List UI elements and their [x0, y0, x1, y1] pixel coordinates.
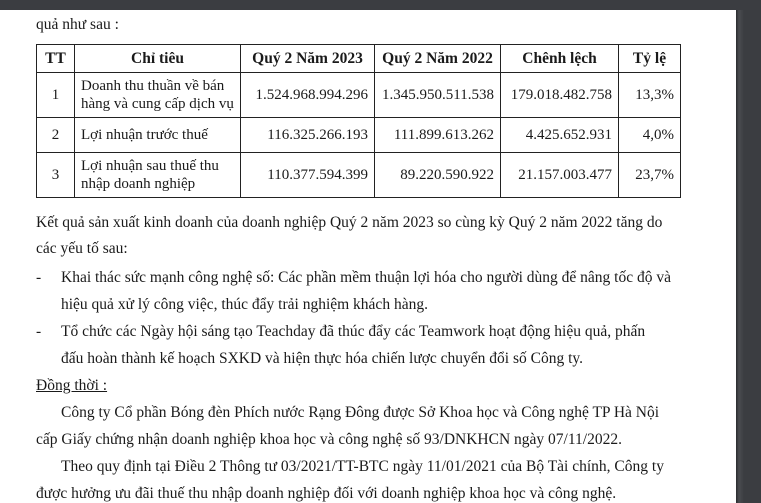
concurrently-heading: Đồng thời :	[36, 377, 108, 394]
viewer-top-bar	[0, 0, 761, 10]
summary-line-1: Kết quả sản xuất kinh doanh của doanh nghiệp Quý 2 năm 2023 so cùng kỳ Quý 2 năm 2022 tăng do	[36, 214, 663, 231]
intro-text: quả như sau :	[36, 16, 119, 33]
row-ratio: 13,3%	[619, 73, 681, 118]
row-q2-2023: 1.524.968.994.296	[241, 73, 375, 118]
row-q2-2022: 89.220.590.922	[375, 153, 501, 198]
table-header-row	[37, 45, 681, 73]
para-2-line-1: Theo quy định tại Điều 2 Thông tư 03/2021/TT-BTC ngày 11/01/2021 của Bộ Tài chính, Công ty	[61, 458, 664, 475]
summary-line-2: các yếu tố sau:	[36, 240, 128, 257]
results-table	[36, 44, 681, 198]
header-indicator: Chỉ tiêu	[75, 45, 241, 73]
table-row	[37, 73, 681, 118]
bullet-2-line-2: đấu hoàn thành kế hoạch SXKD và hiện thực hóa chiến lược chuyển đổi số Công ty.	[61, 350, 584, 367]
para-1-line-2: cấp Giấy chứng nhận doanh nghiệp khoa học và công nghệ số 93/DNKHCN ngày 07/11/2022.	[36, 431, 622, 448]
para-1-line-1: Công ty Cổ phần Bóng đèn Phích nước Rạng Đông được Sở Khoa học và Công nghệ TP Hà Nội	[61, 404, 660, 421]
document-page	[0, 10, 736, 503]
bullet-1-line-1: Khai thác sức mạnh công nghệ số: Các phần mềm thuận lợi hóa cho người dùng để nâng tốc độ và	[61, 269, 671, 286]
row-tt: 2	[37, 118, 75, 153]
page-right-edge	[736, 10, 761, 503]
row-difference: 179.018.482.758	[501, 73, 619, 118]
row-q2-2023: 116.325.266.193	[241, 118, 375, 153]
table-row	[37, 118, 681, 153]
row-indicator	[75, 73, 241, 118]
header-q2-2022: Quý 2 Năm 2022	[375, 45, 501, 73]
row-ratio: 4,0%	[619, 118, 681, 153]
row-ratio: 23,7%	[619, 153, 681, 198]
row-indicator-line1: Lợi nhuận sau thuế thu	[81, 158, 219, 174]
row-indicator	[75, 118, 241, 153]
header-tt: TT	[37, 45, 75, 73]
bullet-dash: -	[36, 269, 42, 286]
bullet-2-line-1: Tổ chức các Ngày hội sáng tạo Teachday đã thúc đẩy các Teamwork hoạt động hiệu quả, phấn	[61, 323, 646, 340]
para-2-line-2: được hưởng ưu đãi thuế thu nhập doanh nghiệp đối với doanh nghiệp khoa học và công nghệ.	[36, 485, 617, 502]
row-q2-2022: 111.899.613.262	[375, 118, 501, 153]
row-tt: 3	[37, 153, 75, 198]
row-q2-2022: 1.345.950.511.538	[375, 73, 501, 118]
row-q2-2023: 110.377.594.399	[241, 153, 375, 198]
row-indicator-line2: nhập doanh nghiệp	[81, 176, 196, 192]
row-indicator-line2: hàng và cung cấp dịch vụ	[81, 96, 234, 112]
header-q2-2023: Quý 2 Năm 2023	[241, 45, 375, 73]
row-indicator	[75, 153, 241, 198]
row-indicator-line1: Lợi nhuận trước thuế	[81, 127, 208, 143]
row-indicator-line1: Doanh thu thuần về bán	[81, 78, 225, 94]
table-row	[37, 153, 681, 198]
row-tt: 1	[37, 73, 75, 118]
header-difference: Chênh lệch	[501, 45, 619, 73]
bullet-dash: -	[36, 323, 42, 340]
header-ratio: Tỷ lệ	[619, 45, 681, 73]
row-difference: 4.425.652.931	[501, 118, 619, 153]
bullet-1-line-2: hiệu quả xử lý công việc, thúc đẩy trải nghiệm khách hàng.	[61, 296, 428, 313]
row-difference: 21.157.003.477	[501, 153, 619, 198]
